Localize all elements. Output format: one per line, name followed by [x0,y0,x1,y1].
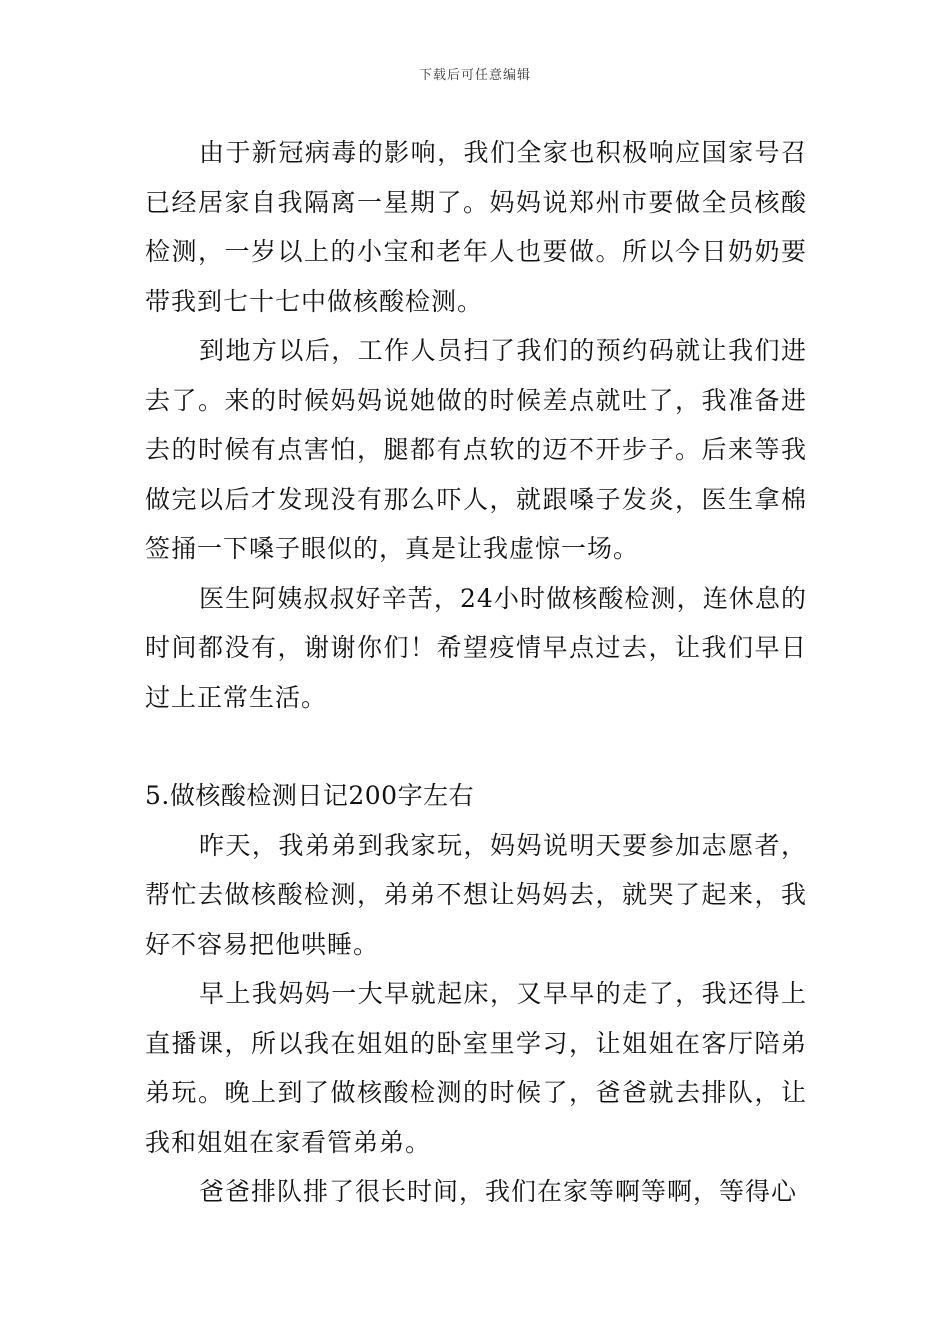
paragraph: 由于新冠病毒的影响，我们全家也积极响应国家号召已经居家自我隔离一星期了。妈妈说郑州市要做全员核酸检测，一岁以上的小宝和老年人也要做。所以今日奶奶要带我到七十七中做核酸检测。 [145,138,807,316]
paragraph: 医生阿姨叔叔好辛苦，24小时做核酸检测，连休息的时间都没有，谢谢你们！希望疫情早点过去，让我们早日过上正常生活。 [145,583,807,712]
paragraph: 到地方以后，工作人员扫了我们的预约码就让我们进去了。来的时候妈妈说她做的时候差点就吐了，我准备进去的时候有点害怕，腿都有点软的迈不开步子。后来等我做完以后才发现没有那么吓人，就跟嗓子发炎，医生拿棉签捅一下嗓子眼似的，真是让我虚惊一场。 [145,336,807,563]
paragraph: 早上我妈妈一大早就起床，又早早的走了，我还得上直播课，所以我在姐姐的卧室里学习，让姐姐在客厅陪弟弟玩。晚上到了做核酸检测的时候了，爸爸就去排队，让我和姐姐在家看管弟弟。 [145,979,807,1157]
section-heading: 5.做核酸检测日记200字左右 [145,781,475,810]
document-body [145,128,807,1217]
header-note: 下载后可任意编辑 [418,68,531,83]
paragraph: 爸爸排队排了很长时间，我们在家等啊等啊，等得心 [199,1177,798,1206]
paragraph: 昨天，我弟弟到我家玩，妈妈说明天要参加志愿者，帮忙去做核酸检测，弟弟不想让妈妈去，就哭了起来，我好不容易把他哄睡。 [145,830,807,959]
